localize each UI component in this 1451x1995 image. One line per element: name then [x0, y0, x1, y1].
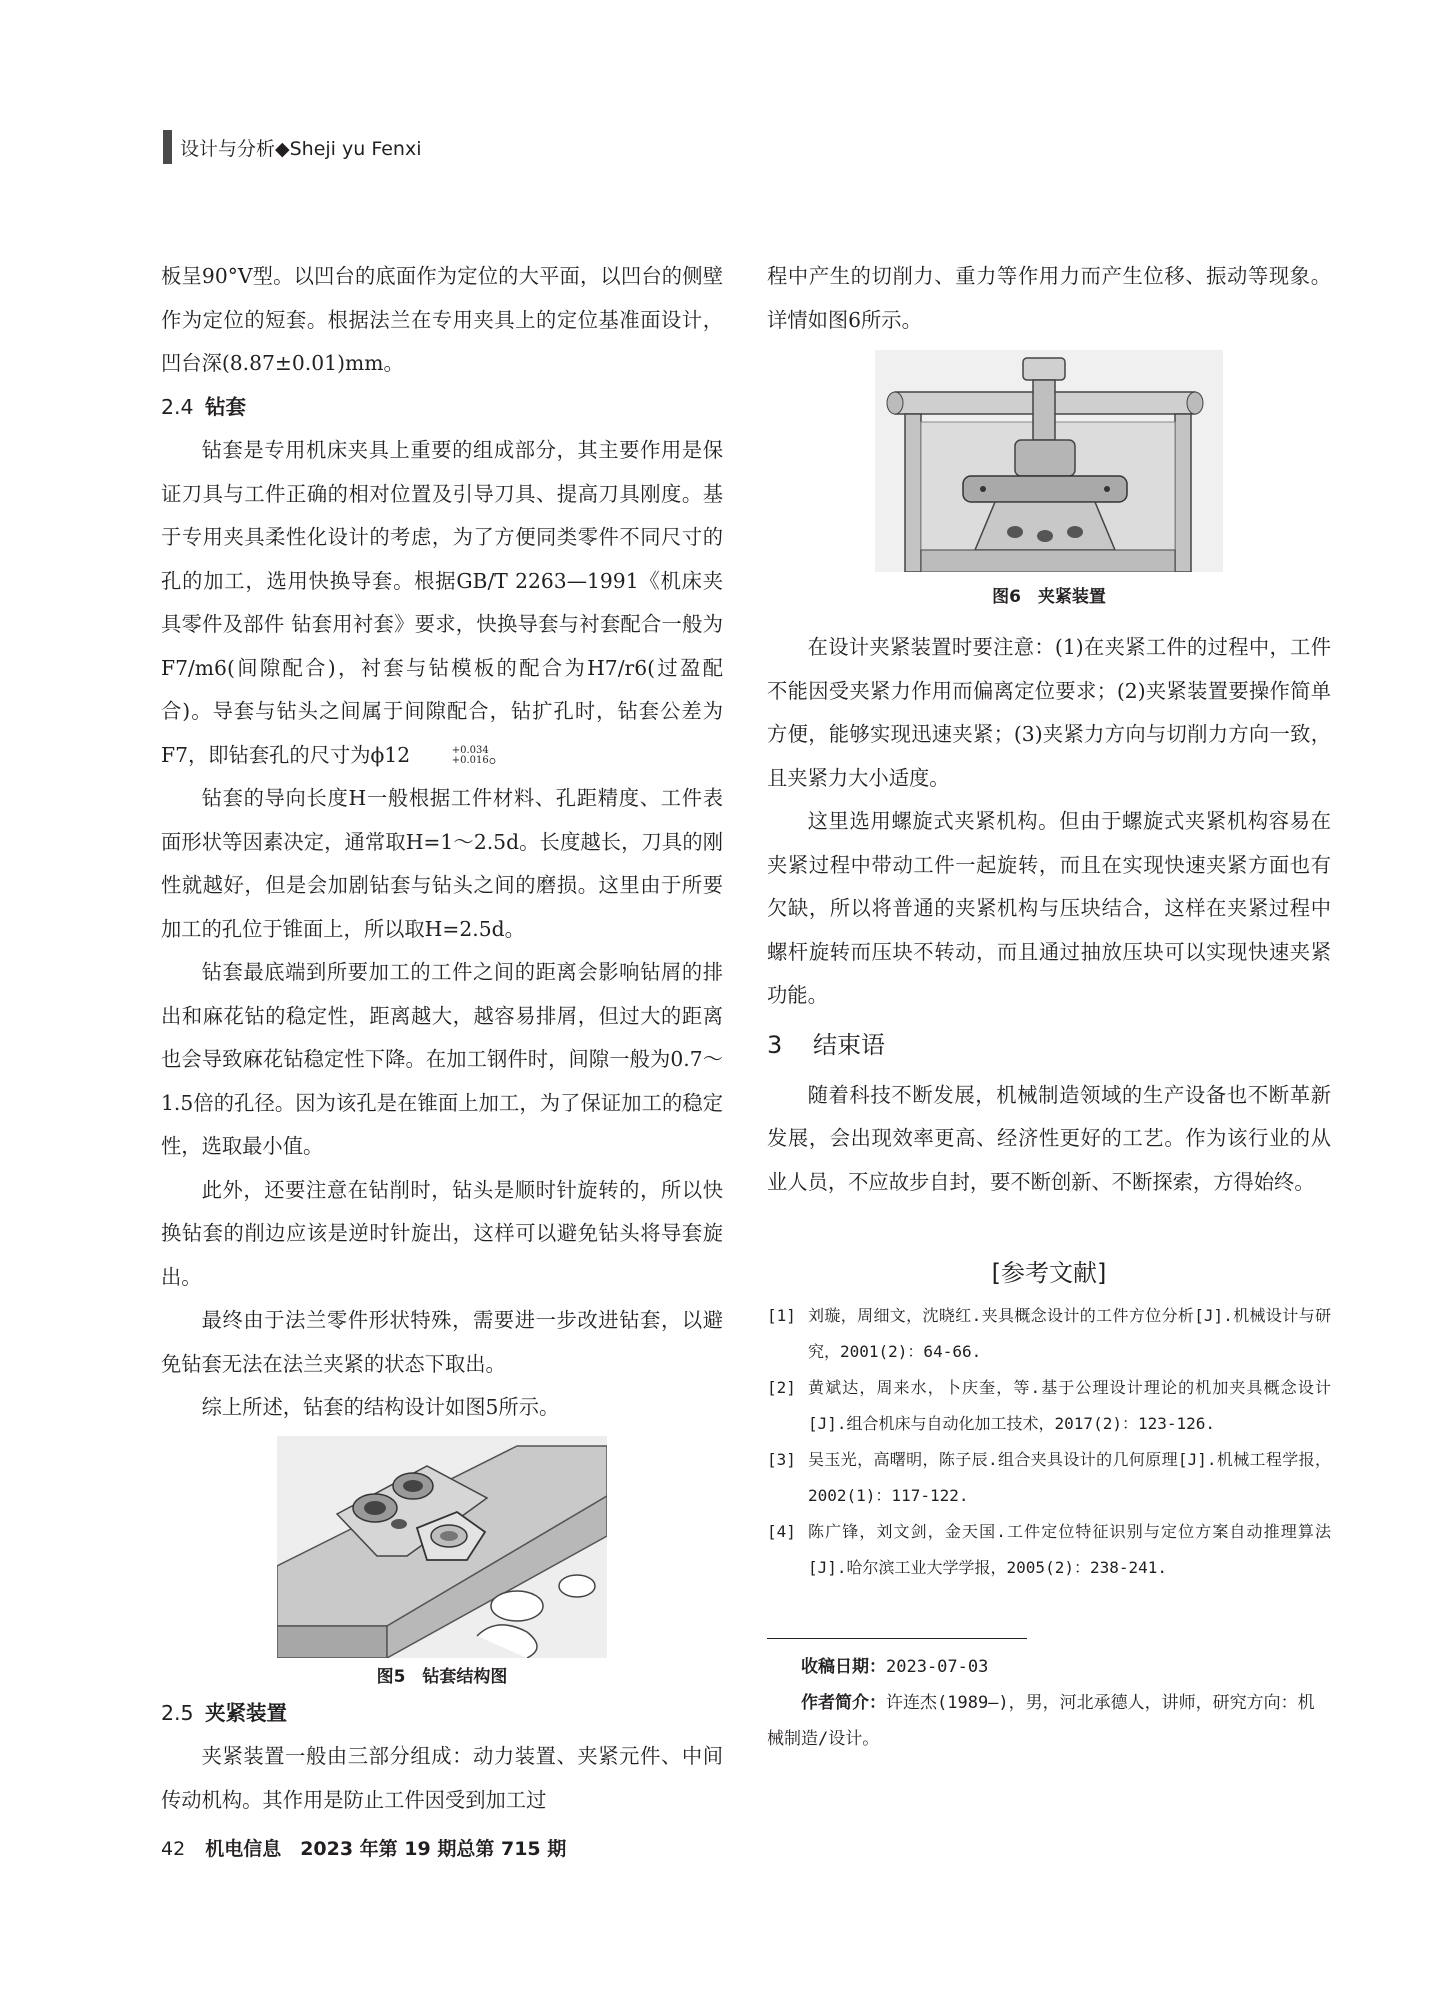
reference-item — [767, 1298, 1331, 1370]
section-title: 夹紧装置 — [205, 1700, 287, 1725]
left-column — [161, 255, 723, 1822]
paragraph: 在设计夹紧装置时要注意：(1)在夹紧工件的过程中，工件不能因受夹紧力作用而偏离定位要求；(2)夹紧装置要操作简单方便，能够实现迅速夹紧；(3)夹紧力方向与切削力方向一致，且夹紧力大小适度。 — [767, 635, 1331, 790]
reference-item — [767, 1370, 1331, 1442]
references-heading: [参考文献] — [991, 1259, 1107, 1287]
footnote-rule — [767, 1638, 1027, 1639]
figure-5-drill-bushing — [277, 1436, 607, 1658]
figure-6-clamping-device — [875, 350, 1223, 572]
author-value: 许连杰(1989—)，男，河北承德人，讲师，研究方向：机械制造/设计。 — [767, 1693, 1315, 1749]
paragraph: 夹紧装置一般由三部分组成：动力装置、夹紧元件、中间传动机构。其作用是防止工件因受到加工过 — [161, 1744, 723, 1812]
tolerance-upper: +0.034 — [451, 745, 489, 756]
tolerance-lower: +0.016 — [451, 755, 489, 766]
figure-5-caption: 图5 钻套结构图 — [376, 1666, 508, 1687]
section-2-4-heading — [161, 386, 723, 430]
paragraph: 钻套的导向长度H一般根据工件材料、孔距精度、工件表面形状等因素决定，通常取H=1～2.5d。长度越长，刀具的刚性就越好，但是会加剧钻套与钻头之间的磨损。这里由于所要加工的孔位于锥面上，所以取H=2.5d。 — [161, 786, 723, 941]
received-date — [767, 1649, 1331, 1685]
paragraph: 钻套最底端到所要加工的工件之间的距离会影响钻屑的排出和麻花钻的稳定性，距离越大，越容易排屑，但过大的距离也会导致麻花钻稳定性下降。在加工钢件时，间隙一般为0.7～1.5倍的孔径。因为该孔是在锥面上加工，为了保证加工的稳定性，选取最小值。 — [161, 960, 723, 1158]
header-bar — [163, 130, 172, 164]
section-3-heading — [767, 1020, 1331, 1070]
author-info — [767, 1685, 1331, 1757]
paragraph: 这里选用螺旋式夹紧机构。但由于螺旋式夹紧机构容易在夹紧过程中带动工件一起旋转，而且在实现快速夹紧方面也有欠缺，所以将普通的夹紧机构与压块结合，这样在夹紧过程中螺杆旋转而压块不转动，而且通过抽放压块可以实现快速夹紧功能。 — [767, 809, 1331, 1007]
page-footer — [161, 1834, 566, 1861]
section-2-5-heading — [161, 1692, 723, 1736]
reference-item — [767, 1442, 1331, 1514]
paragraph-text: 。 — [488, 742, 510, 767]
received-label: 收稿日期： — [801, 1657, 886, 1677]
received-value: 2023-07-03 — [886, 1657, 989, 1677]
paragraph — [161, 429, 723, 777]
section-title: 结束语 — [813, 1030, 885, 1059]
section-number: 2.4 — [161, 394, 194, 419]
reference-number: [4] — [767, 1522, 796, 1541]
paragraph: 随着科技不断发展，机械制造领域的生产设备也不断革新发展，会出现效率更高、经济性更好的工艺。作为该行业的从业人员，不应故步自封，要不断创新、不断探索，方得始终。 — [767, 1082, 1331, 1194]
header-text: 设计与分析◆Sheji yu Fenxi — [180, 137, 422, 160]
reference-text: 吴玉光，高曙明，陈子辰.组合夹具设计的几何原理[J].机械工程学报，2002(1)：117-122. — [808, 1450, 1331, 1505]
reference-number: [2] — [767, 1378, 796, 1397]
running-header — [163, 130, 421, 164]
paragraph: 综上所述，钻套的结构设计如图5所示。 — [201, 1395, 560, 1419]
page-number: 42 — [161, 1838, 186, 1860]
journal-info: 机电信息 2023 年第 19 期总第 715 期 — [205, 1838, 567, 1860]
paragraph: 此外，还要注意在钻削时，钻头是顺时针旋转的，所以快换钻套的削边应该是逆时针旋出，这样可以避免钻头将导套旋出。 — [161, 1177, 723, 1289]
paragraph: 程中产生的切削力、重力等作用力而产生位移、振动等现象。详情如图6所示。 — [767, 264, 1331, 332]
figure-6-caption: 图6 夹紧装置 — [992, 587, 1106, 607]
reference-item — [767, 1514, 1331, 1586]
reference-number: [1] — [767, 1306, 796, 1325]
reference-text: 陈广锋，刘文剑，金天国.工件定位特征识别与定位方案自动推理算法[J].哈尔滨工业大学学报，2005(2)：238-241. — [808, 1522, 1331, 1577]
reference-text: 黄斌达，周来水，卜庆奎，等.基于公理设计理论的机加夹具概念设计[J].组合机床与自动化加工技术，2017(2)：123-126. — [808, 1378, 1331, 1433]
paragraph-text: 钻套是专用机床夹具上重要的组成部分，其主要作用是保证刀具与工件正确的相对位置及引导刀具、提高刀具刚度。基于专用夹具柔性化设计的考虑，为了方便同类零件不同尺寸的孔的加工，选用快换导套。根据GB/T 2263—1991《机床夹具零件及部件 钻套用衬套》要求，快换导套与衬套配合一般为F7/m6(间隙配合)，衬套与钻模板的配合为H7/r6(过盈配合)。导套与钻头之间属于间隙配合，钻扩孔时，钻套公差为F7，即钻套孔的尺寸为ϕ12 — [161, 438, 723, 767]
tolerance — [411, 746, 489, 766]
section-number: 2.5 — [161, 1700, 194, 1725]
reference-number: [3] — [767, 1450, 796, 1469]
author-label: 作者简介： — [801, 1693, 886, 1713]
section-number: 3 — [767, 1030, 783, 1059]
reference-list — [767, 1298, 1331, 1586]
paragraph: 最终由于法兰零件形状特殊，需要进一步改进钻套，以避免钻套无法在法兰夹紧的状态下取出。 — [161, 1308, 723, 1376]
section-title: 钻套 — [205, 394, 246, 419]
right-column — [767, 255, 1331, 1757]
paragraph: 板呈90°V型。以凹台的底面作为定位的大平面，以凹台的侧壁作为定位的短套。根据法兰在专用夹具上的定位基准面设计，凹台深(8.87±0.01)mm。 — [161, 264, 723, 375]
reference-text: 刘璇，周细文，沈晓红.夹具概念设计的工件方位分析[J].机械设计与研究，2001(2)：64-66. — [808, 1306, 1331, 1361]
